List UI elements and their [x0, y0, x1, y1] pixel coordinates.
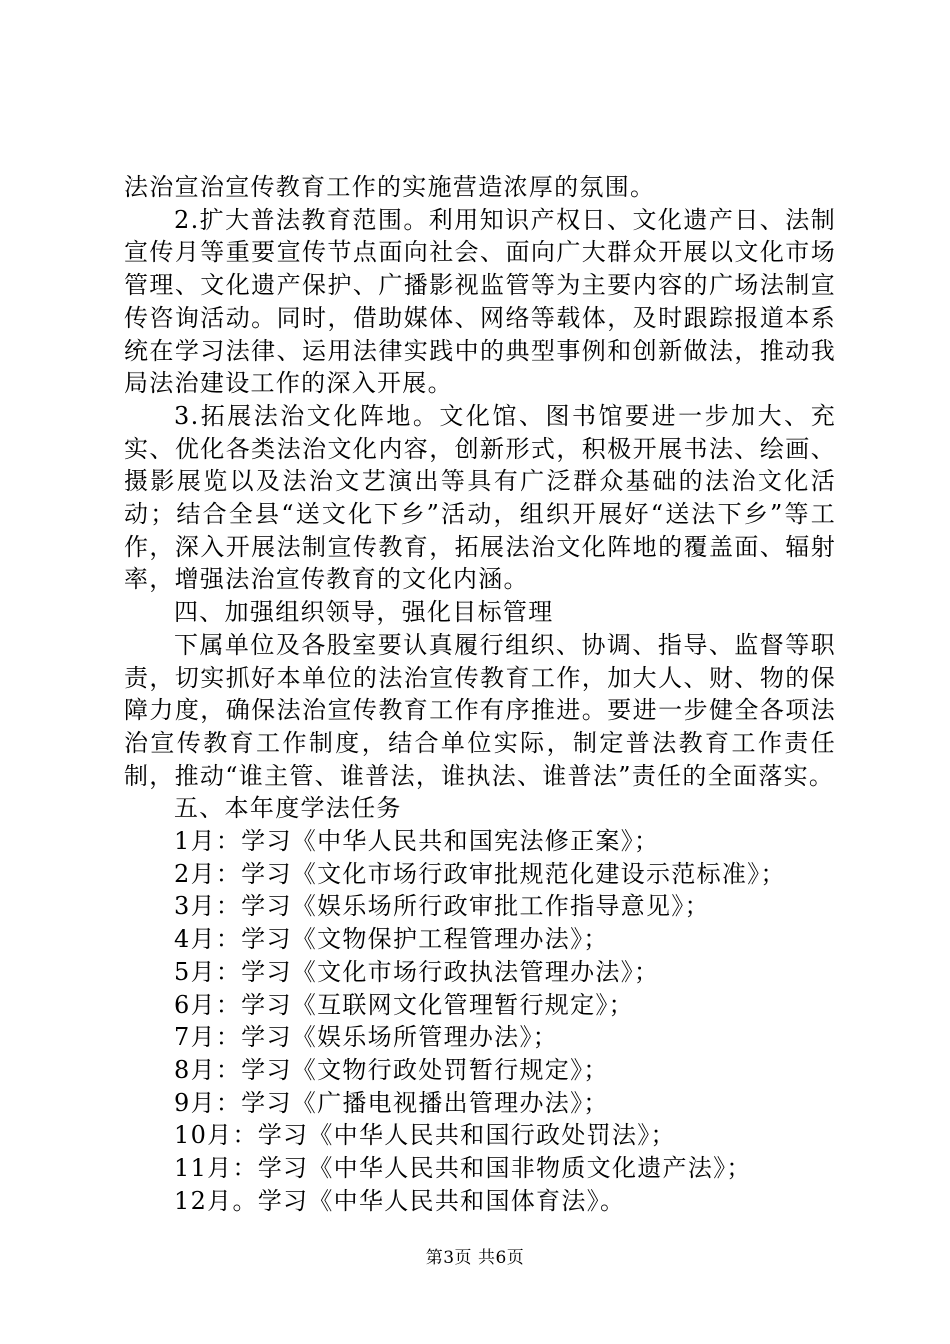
- list-item: 3月：学习《娱乐场所行政审批工作指导意见》；: [174, 892, 710, 921]
- list-item: 11月：学习《中华人民共和国非物质文化遗产法》；: [174, 1154, 752, 1183]
- list-item: 4月：学习《文物保护工程管理办法》；: [174, 925, 609, 954]
- list-item: 5月：学习《文化市场行政执法管理办法》；: [174, 957, 660, 986]
- paragraph-continuation: 法治宣治宣传教育工作的实施营造浓厚的氛围。: [124, 173, 656, 201]
- paragraph-expand-education: 2.扩大普法教育范围。利用知识产权日、文化遗产日、法制宣传月等重要宣传节点面向社会、面向广大群众开展以文化市场管理、文化遗产保护、广播影视监管等为主要内容的广场法制宣传咨询活动。同时，借助媒体、网络等载体，及时跟踪报道本系统在学习法律、运用法律实践中的典型事例和创新做法，推动我局法治建设工作的深入开展。: [124, 205, 836, 398]
- document-body: [124, 171, 836, 1218]
- list-item: 12月。学习《中华人民共和国体育法》。: [174, 1186, 626, 1215]
- page-number-footer: 第3页 共6页: [425, 1248, 525, 1268]
- list-item: 6月：学习《互联网文化管理暂行规定》；: [174, 990, 634, 1019]
- monthly-task-list: [124, 825, 836, 1217]
- paragraph-organization: 下属单位及各股室要认真履行组织、协调、指导、监督等职责，切实抓好本单位的法治宣传教育工作，加大人、财、物的保障力度，确保法治宣传教育工作有序推进。要进一步健全各项法治宣传教育工作制度，结合单位实际，制定普法教育工作责任制，推动“谁主管、谁普法，谁执法、谁普法”责任的全面落实。: [124, 630, 836, 790]
- list-item: 10月：学习《中华人民共和国行政处罚法》；: [174, 1121, 676, 1150]
- list-item: 9月：学习《广播电视播出管理办法》；: [174, 1088, 609, 1117]
- section-heading-tasks: 五、本年度学法任务: [174, 794, 402, 823]
- list-item: 8月：学习《文物行政处罚暂行规定》；: [174, 1055, 609, 1084]
- list-item: 7月：学习《娱乐场所管理办法》；: [174, 1023, 559, 1052]
- paragraph-culture-base: 3.拓展法治文化阵地。文化馆、图书馆要进一步加大、充实、优化各类法治文化内容，创新形式，积极开展书法、绘画、摄影展览以及法治文艺演出等具有广泛群众基础的法治文化活动；结合全县“送文化下乡”活动，组织开展好“送法下乡”等工作，深入开展法制宣传教育，拓展法治文化阵地的覆盖面、辐射率，增强法治宣传教育的文化内涵。: [124, 401, 836, 594]
- list-item: 1月：学习《中华人民共和国宪法修正案》；: [174, 827, 660, 856]
- list-item: 2月：学习《文化市场行政审批规范化建设示范标准》；: [174, 859, 786, 888]
- section-heading-organization: 四、加强组织领导，强化目标管理: [174, 598, 554, 627]
